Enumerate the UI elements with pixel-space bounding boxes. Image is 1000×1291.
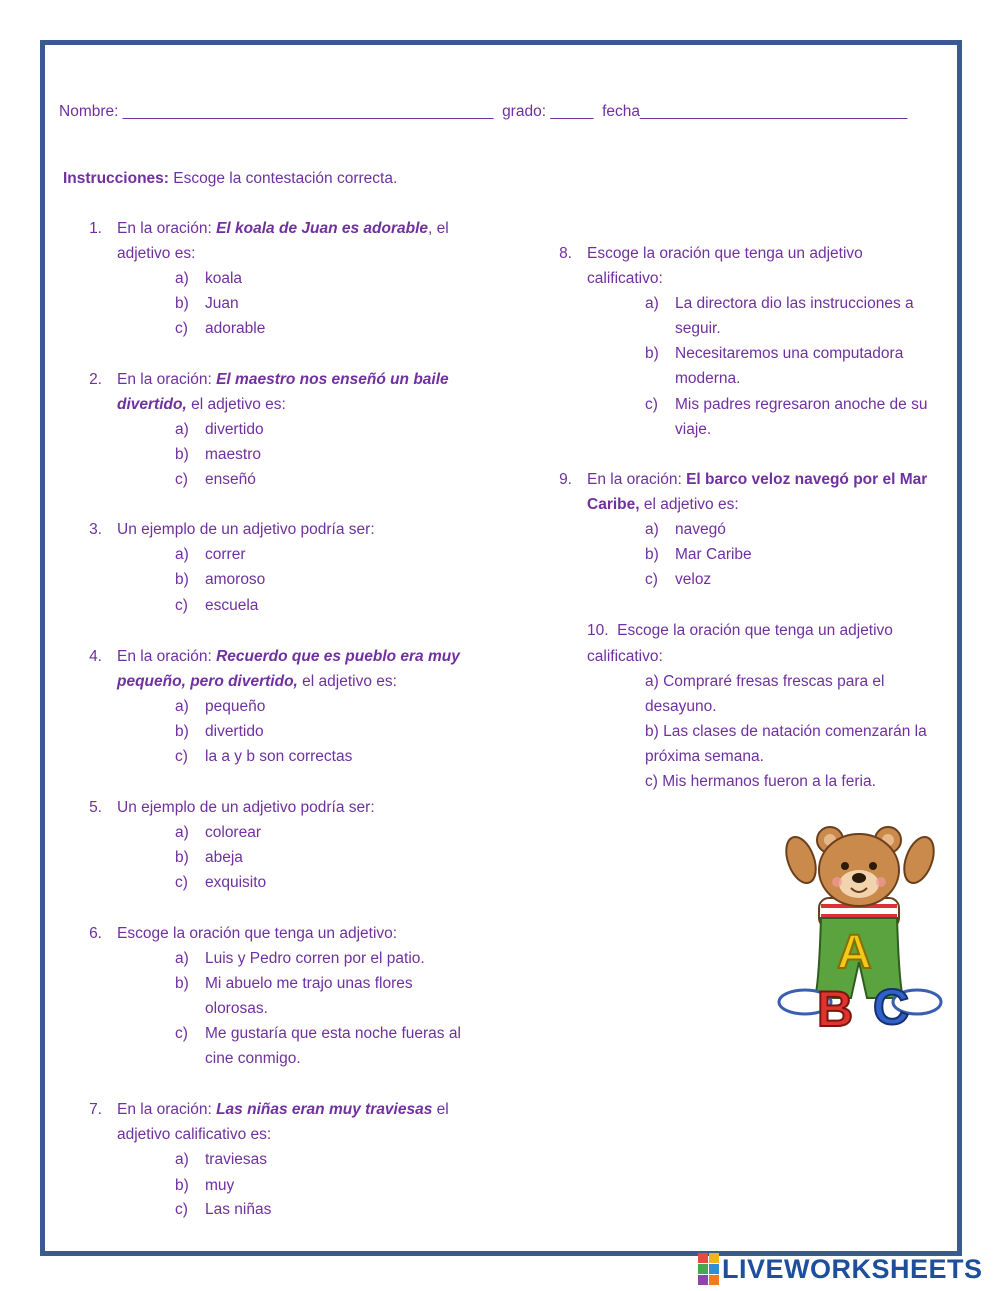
question-text: En la oración: El maestro nos enseñó un baile	[117, 371, 449, 388]
quoted-sentence: El koala de Juan es adorable	[216, 220, 429, 237]
question-number: 1.	[89, 220, 102, 237]
logo-cubes-icon	[698, 1253, 719, 1285]
option[interactable]: b) Las clases de natación comenzarán la próxima semana.	[645, 723, 927, 765]
question-text: En la oración: El koala de Juan es adorable, el	[117, 220, 449, 237]
quoted-sentence: Recuerdo que es pueblo era muy	[216, 648, 460, 665]
name-label: Nombre:	[59, 103, 119, 120]
question-number: 10.	[587, 622, 609, 639]
quoted-sentence: Las niñas eran muy traviesas	[216, 1101, 433, 1118]
quoted-sentence: El barco veloz navegó por el Mar	[686, 471, 928, 488]
question-text: Escoge la oración que tenga un adjetivo:	[117, 925, 398, 942]
question-text-cont: adjetivo es:	[117, 245, 196, 262]
grade-blank[interactable]: _____	[550, 103, 594, 120]
question-text: Escoge la oración que tenga un adjetivo	[587, 245, 863, 262]
question-number: 7.	[89, 1101, 102, 1118]
name-blank[interactable]: ___________________________________________	[122, 103, 494, 120]
question-number: 9.	[559, 471, 572, 488]
question-text: En la oración: Las niñas eran muy traviesas el	[117, 1101, 449, 1118]
question-text-cont: calificativo:	[587, 270, 663, 287]
date-blank[interactable]: _______________________________	[639, 103, 908, 120]
instructions-text: Escoge la contestación correcta.	[173, 170, 398, 187]
teddy-bear-abc-illustration	[775, 822, 943, 1030]
question-text-cont: pequeño, pero divertido, el adjetivo es:	[117, 673, 397, 690]
quoted-sentence: El maestro nos enseñó un baile	[216, 371, 449, 388]
instructions	[63, 166, 397, 191]
question-text: Un ejemplo de un adjetivo podría ser:	[117, 521, 375, 538]
question-text-cont: Caribe, el adjetivo es:	[587, 496, 739, 513]
question-text: En la oración: Recuerdo que es pueblo era muy	[117, 648, 460, 665]
question-number: 2.	[89, 371, 102, 388]
question-text-cont: divertido, el adjetivo es:	[117, 396, 286, 413]
question-number: 8.	[559, 245, 572, 262]
question-text: Un ejemplo de un adjetivo podría ser:	[117, 799, 375, 816]
option[interactable]: a) Compraré fresas frescas para el desayuno.	[645, 673, 885, 715]
date-label: fecha	[602, 103, 640, 120]
question-number: 6.	[89, 925, 102, 942]
question-text: En la oración: El barco veloz navegó por el Mar	[587, 471, 928, 488]
question-text: 10. Escoge la oración que tenga un adjetivo	[587, 622, 893, 639]
grade-label: grado:	[502, 103, 547, 120]
liveworksheets-logo	[698, 1254, 983, 1284]
instructions-label: Instrucciones:	[63, 170, 169, 187]
question-text-cont: calificativo:	[587, 648, 663, 665]
option[interactable]: c) Mis hermanos fueron a la feria.	[645, 773, 876, 790]
logo-text: LIVEWORKSHEETS	[722, 1253, 983, 1284]
letter-a: A	[837, 926, 872, 979]
question-number: 4.	[89, 648, 102, 665]
question-number: 5.	[89, 799, 102, 816]
letter-c: C	[873, 979, 910, 1030]
letter-b: B	[817, 981, 854, 1030]
question-number: 3.	[89, 521, 102, 538]
question-text-cont: adjetivo calificativo es:	[117, 1126, 272, 1143]
name-line	[59, 99, 907, 124]
